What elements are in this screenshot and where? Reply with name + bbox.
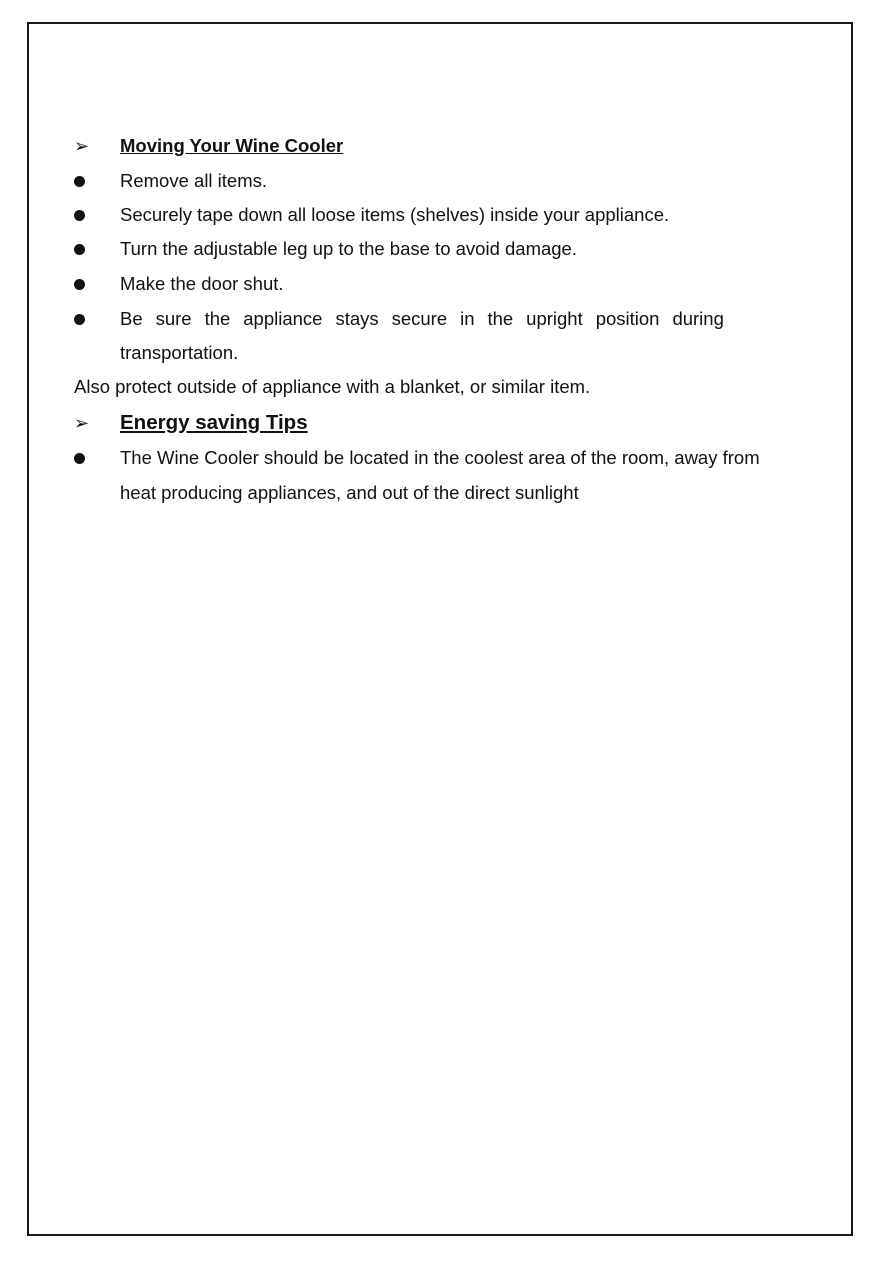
bullet-dot-icon: [74, 176, 85, 187]
list-item: [0, 198, 883, 232]
bullet-dot-icon: [74, 453, 85, 464]
list-item-continuation: [0, 336, 883, 370]
word: the: [487, 308, 514, 329]
heading-moving-label: Moving Your Wine Cooler: [120, 135, 344, 156]
list-item-text: Make the door shut.: [120, 273, 284, 294]
list-item-text: The Wine Cooler should be located in the coolest area of the room, away from: [120, 447, 760, 468]
note-line: [0, 370, 883, 404]
list-item-continuation: [0, 476, 883, 510]
word: upright: [526, 308, 583, 329]
word: secure: [391, 308, 448, 329]
bullet-dot-icon: [74, 244, 85, 255]
arrow-marker-icon: ➢: [74, 136, 90, 156]
section-heading-moving: [0, 129, 883, 163]
bullet-dot-icon: [74, 314, 85, 325]
bullet-dot-icon: [74, 210, 85, 221]
list-item-text: Remove all items.: [120, 170, 268, 191]
word: appliance: [243, 308, 323, 329]
list-item-text: Turn the adjustable leg up to the base to avoid damage.: [120, 238, 577, 259]
word: the: [204, 308, 231, 329]
list-item-text: transportation.: [120, 342, 239, 363]
bullet-dot-icon: [74, 279, 85, 290]
word: sure: [155, 308, 192, 329]
list-item: [0, 302, 883, 336]
word: during: [672, 308, 724, 329]
note-text: Also protect outside of appliance with a blanket, or similar item.: [74, 376, 591, 397]
word: stays: [335, 308, 379, 329]
word: in: [460, 308, 475, 329]
list-item-text: heat producing appliances, and out of the direct sunlight: [120, 482, 579, 503]
section-heading-energy: [0, 406, 883, 440]
arrow-marker-icon: ➢: [74, 413, 90, 433]
word: position: [595, 308, 660, 329]
list-item: [0, 267, 883, 301]
list-item: [0, 232, 883, 266]
heading-energy-label: Energy saving Tips: [120, 411, 308, 434]
list-item: [0, 164, 883, 198]
list-item: [0, 441, 883, 475]
list-item-text: Securely tape down all loose items (shelves) inside your appliance.: [120, 204, 670, 225]
list-item-text-justified: [120, 302, 724, 336]
word: Be: [120, 308, 143, 329]
